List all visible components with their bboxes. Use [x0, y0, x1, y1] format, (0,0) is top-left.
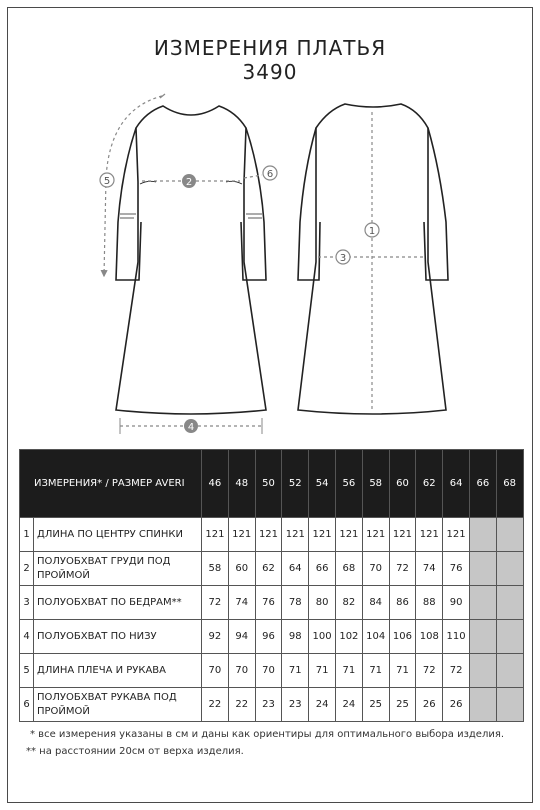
table-cell: 121 — [282, 518, 309, 552]
size-header: 66 — [469, 450, 496, 518]
size-header: 46 — [202, 450, 229, 518]
size-header: 64 — [443, 450, 470, 518]
row-label: ПОЛУОБХВАТ ПО НИЗУ — [34, 620, 202, 654]
row-number: 6 — [20, 688, 34, 722]
table-cell: 64 — [282, 552, 309, 586]
marker-2-label: 2 — [185, 177, 193, 188]
size-header: 56 — [335, 450, 362, 518]
empty-cell — [496, 518, 523, 552]
table-cell: 121 — [416, 518, 443, 552]
empty-cell — [469, 518, 496, 552]
empty-cell — [496, 620, 523, 654]
table-cell: 71 — [389, 654, 416, 688]
table-cell: 121 — [202, 518, 229, 552]
table-cell: 23 — [282, 688, 309, 722]
marker-3 — [336, 250, 350, 264]
row-label: ПОЛУОБХВАТ РУКАВА ПОД ПРОЙМОЙ — [34, 688, 202, 722]
empty-cell — [469, 688, 496, 722]
table-cell: 26 — [416, 688, 443, 722]
empty-cell — [496, 586, 523, 620]
table-cell: 121 — [443, 518, 470, 552]
row-number: 2 — [20, 552, 34, 586]
table-cell: 25 — [362, 688, 389, 722]
marker-2 — [182, 174, 196, 188]
row-number: 1 — [20, 518, 34, 552]
marker-1-label: 1 — [368, 226, 376, 237]
empty-cell — [496, 552, 523, 586]
table-cell: 72 — [202, 586, 229, 620]
table-cell: 88 — [416, 586, 443, 620]
table-cell: 84 — [362, 586, 389, 620]
footnote-2: ** на расстоянии 20см от верха изделия. — [26, 746, 244, 757]
table-cell: 110 — [443, 620, 470, 654]
footnote-1: * все измерения указаны в см и даны как ориентиры для оптимального выбора изделия. — [30, 729, 505, 740]
table-cell: 60 — [228, 552, 255, 586]
marker-1 — [365, 223, 379, 237]
table-cell: 104 — [362, 620, 389, 654]
size-header: 58 — [362, 450, 389, 518]
table-row — [20, 688, 524, 722]
table-cell: 25 — [389, 688, 416, 722]
table-cell: 98 — [282, 620, 309, 654]
row-number: 4 — [20, 620, 34, 654]
page-title: ИЗМЕРЕНИЯ ПЛАТЬЯ — [153, 36, 387, 60]
size-table — [19, 449, 524, 722]
table-cell: 72 — [389, 552, 416, 586]
table-cell: 70 — [202, 654, 229, 688]
empty-cell — [469, 552, 496, 586]
row-number: 5 — [20, 654, 34, 688]
table-cell: 90 — [443, 586, 470, 620]
table-cell: 80 — [309, 586, 336, 620]
table-cell: 92 — [202, 620, 229, 654]
marker-4-label: 4 — [187, 422, 195, 433]
table-cell: 22 — [202, 688, 229, 722]
table-cell: 22 — [228, 688, 255, 722]
table-cell: 70 — [228, 654, 255, 688]
table-cell: 76 — [255, 586, 282, 620]
table-cell: 121 — [228, 518, 255, 552]
table-cell: 72 — [443, 654, 470, 688]
table-cell: 106 — [389, 620, 416, 654]
marker-6 — [263, 166, 277, 180]
size-header: 62 — [416, 450, 443, 518]
size-header: 48 — [228, 450, 255, 518]
table-cell: 82 — [335, 586, 362, 620]
table-cell: 121 — [389, 518, 416, 552]
table-cell: 100 — [309, 620, 336, 654]
table-cell: 71 — [282, 654, 309, 688]
table-cell: 66 — [309, 552, 336, 586]
row-number: 3 — [20, 586, 34, 620]
table-row — [20, 518, 524, 552]
table-cell: 70 — [255, 654, 282, 688]
table-cell: 71 — [335, 654, 362, 688]
table-cell: 121 — [335, 518, 362, 552]
size-header: 60 — [389, 450, 416, 518]
size-header: 52 — [282, 450, 309, 518]
row-label: ДЛИНА ПО ЦЕНТРУ СПИНКИ — [34, 518, 202, 552]
empty-cell — [469, 620, 496, 654]
table-cell: 76 — [443, 552, 470, 586]
table-cell: 70 — [362, 552, 389, 586]
table-cell: 72 — [416, 654, 443, 688]
table-cell: 23 — [255, 688, 282, 722]
marker-6-label: 6 — [266, 169, 274, 180]
marker-5-label: 5 — [103, 176, 111, 187]
table-cell: 121 — [309, 518, 336, 552]
table-cell: 108 — [416, 620, 443, 654]
table-row — [20, 552, 524, 586]
empty-cell — [469, 654, 496, 688]
back-view — [298, 104, 448, 414]
row-label: ДЛИНА ПЛЕЧА И РУКАВА — [34, 654, 202, 688]
table-cell: 71 — [309, 654, 336, 688]
marker-4 — [184, 419, 198, 433]
row-label: ПОЛУОБХВАТ ПО БЕДРАМ** — [34, 586, 202, 620]
empty-cell — [496, 654, 523, 688]
table-row — [20, 586, 524, 620]
article-number: 3490 — [242, 60, 298, 84]
marker-5 — [100, 173, 114, 187]
table-row — [20, 654, 524, 688]
size-header: 54 — [309, 450, 336, 518]
table-cell: 121 — [255, 518, 282, 552]
empty-cell — [469, 586, 496, 620]
table-cell: 24 — [335, 688, 362, 722]
table-row — [20, 620, 524, 654]
table-cell: 58 — [202, 552, 229, 586]
table-cell: 26 — [443, 688, 470, 722]
table-cell: 121 — [362, 518, 389, 552]
table-cell: 86 — [389, 586, 416, 620]
size-header: 68 — [496, 450, 523, 518]
table-cell: 62 — [255, 552, 282, 586]
size-header: 50 — [255, 450, 282, 518]
size-header-row — [20, 450, 524, 518]
front-view — [116, 106, 266, 414]
table-cell: 78 — [282, 586, 309, 620]
table-cell: 74 — [416, 552, 443, 586]
table-cell: 74 — [228, 586, 255, 620]
header-label: ИЗМЕРЕНИЯ* / РАЗМЕР AVERI — [20, 450, 202, 518]
table-cell: 71 — [362, 654, 389, 688]
empty-cell — [496, 688, 523, 722]
table-cell: 102 — [335, 620, 362, 654]
table-cell: 24 — [309, 688, 336, 722]
table-cell: 94 — [228, 620, 255, 654]
table-cell: 96 — [255, 620, 282, 654]
row-label: ПОЛУОБХВАТ ГРУДИ ПОД ПРОЙМОЙ — [34, 552, 202, 586]
table-cell: 68 — [335, 552, 362, 586]
marker-3-label: 3 — [339, 253, 347, 264]
